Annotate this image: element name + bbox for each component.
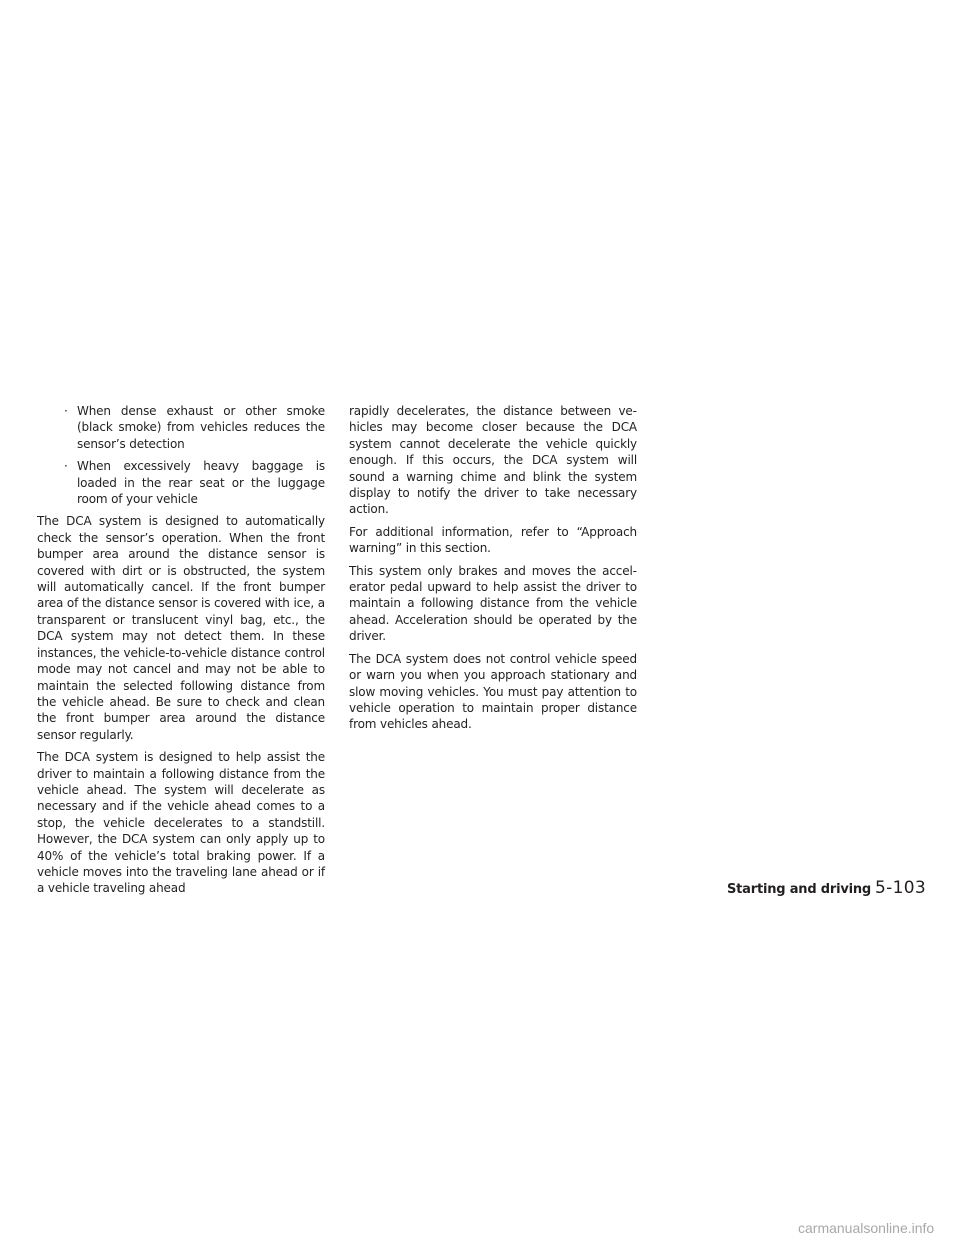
watermark-link[interactable]: carmanualsonline.info (798, 1220, 935, 1236)
body-paragraph: This system only brakes and moves the accelerator pedal upward to help assist the driver to maintain a following distance from the vehicle ahead. Acceleration should be operated by the driver. (349, 563, 637, 644)
page-footer (727, 878, 927, 898)
bullet-mark: · (64, 459, 68, 474)
body-paragraph: The DCA system is designed to automatically check the sensor’s operation. When the front bumper area around the distance sensor is covered with dirt or is obstructed, the system will automatically cancel. If the front bumper area of the distance sensor is covered with ice, a transparent or translucent vinyl bag, etc., the DCA system may not detect them. In these instances, the vehicle-to-vehicle distance control mode may not cancel and may not be able to maintain the selected following distance from the vehicle ahead. Be sure to check and clean the front bumper area around the distance sensor regularly. (37, 514, 325, 742)
body-paragraph: The DCA system does not control vehicle speed or warn you when you approach stationary and slow moving vehicles. You must pay attention to vehicle operation to maintain proper distance from vehicles ahead. (349, 651, 637, 732)
right-column (349, 403, 637, 739)
left-column (37, 403, 325, 903)
body-paragraph: rapidly decelerates, the distance between vehicles may become closer because the DCA system cannot decelerate the vehicle quickly enough. If this occurs, the DCA system will sound a warning chime and blink the system display to notify the driver to take necessary action. (349, 404, 637, 517)
bullet-item (37, 403, 325, 452)
bullet-text: When excessively heavy baggage is loaded in the rear seat or the luggage room of your vehicle (77, 459, 325, 507)
page-number: 5-103 (875, 878, 926, 898)
body-paragraph: For additional information, refer to “Approach warning” in this section. (349, 524, 637, 556)
bullet-item (37, 458, 325, 507)
bullet-mark: · (64, 404, 68, 418)
section-title: Starting and driving (727, 882, 872, 897)
bullet-text: When dense exhaust or other smoke (black smoke) from vehicles reduces the sensor’s detection (77, 404, 325, 451)
body-paragraph: The DCA system is designed to help assist the driver to maintain a following distance from the vehicle ahead. The system will decelerate as necessary and if the vehicle ahead comes to a stop, the vehicle decelerates to a standstill. However, the DCA system can only apply up to 40% of the vehicle’s total braking power. If a vehicle moves into the traveling lane ahead or if a vehicle traveling ahead (37, 750, 325, 896)
